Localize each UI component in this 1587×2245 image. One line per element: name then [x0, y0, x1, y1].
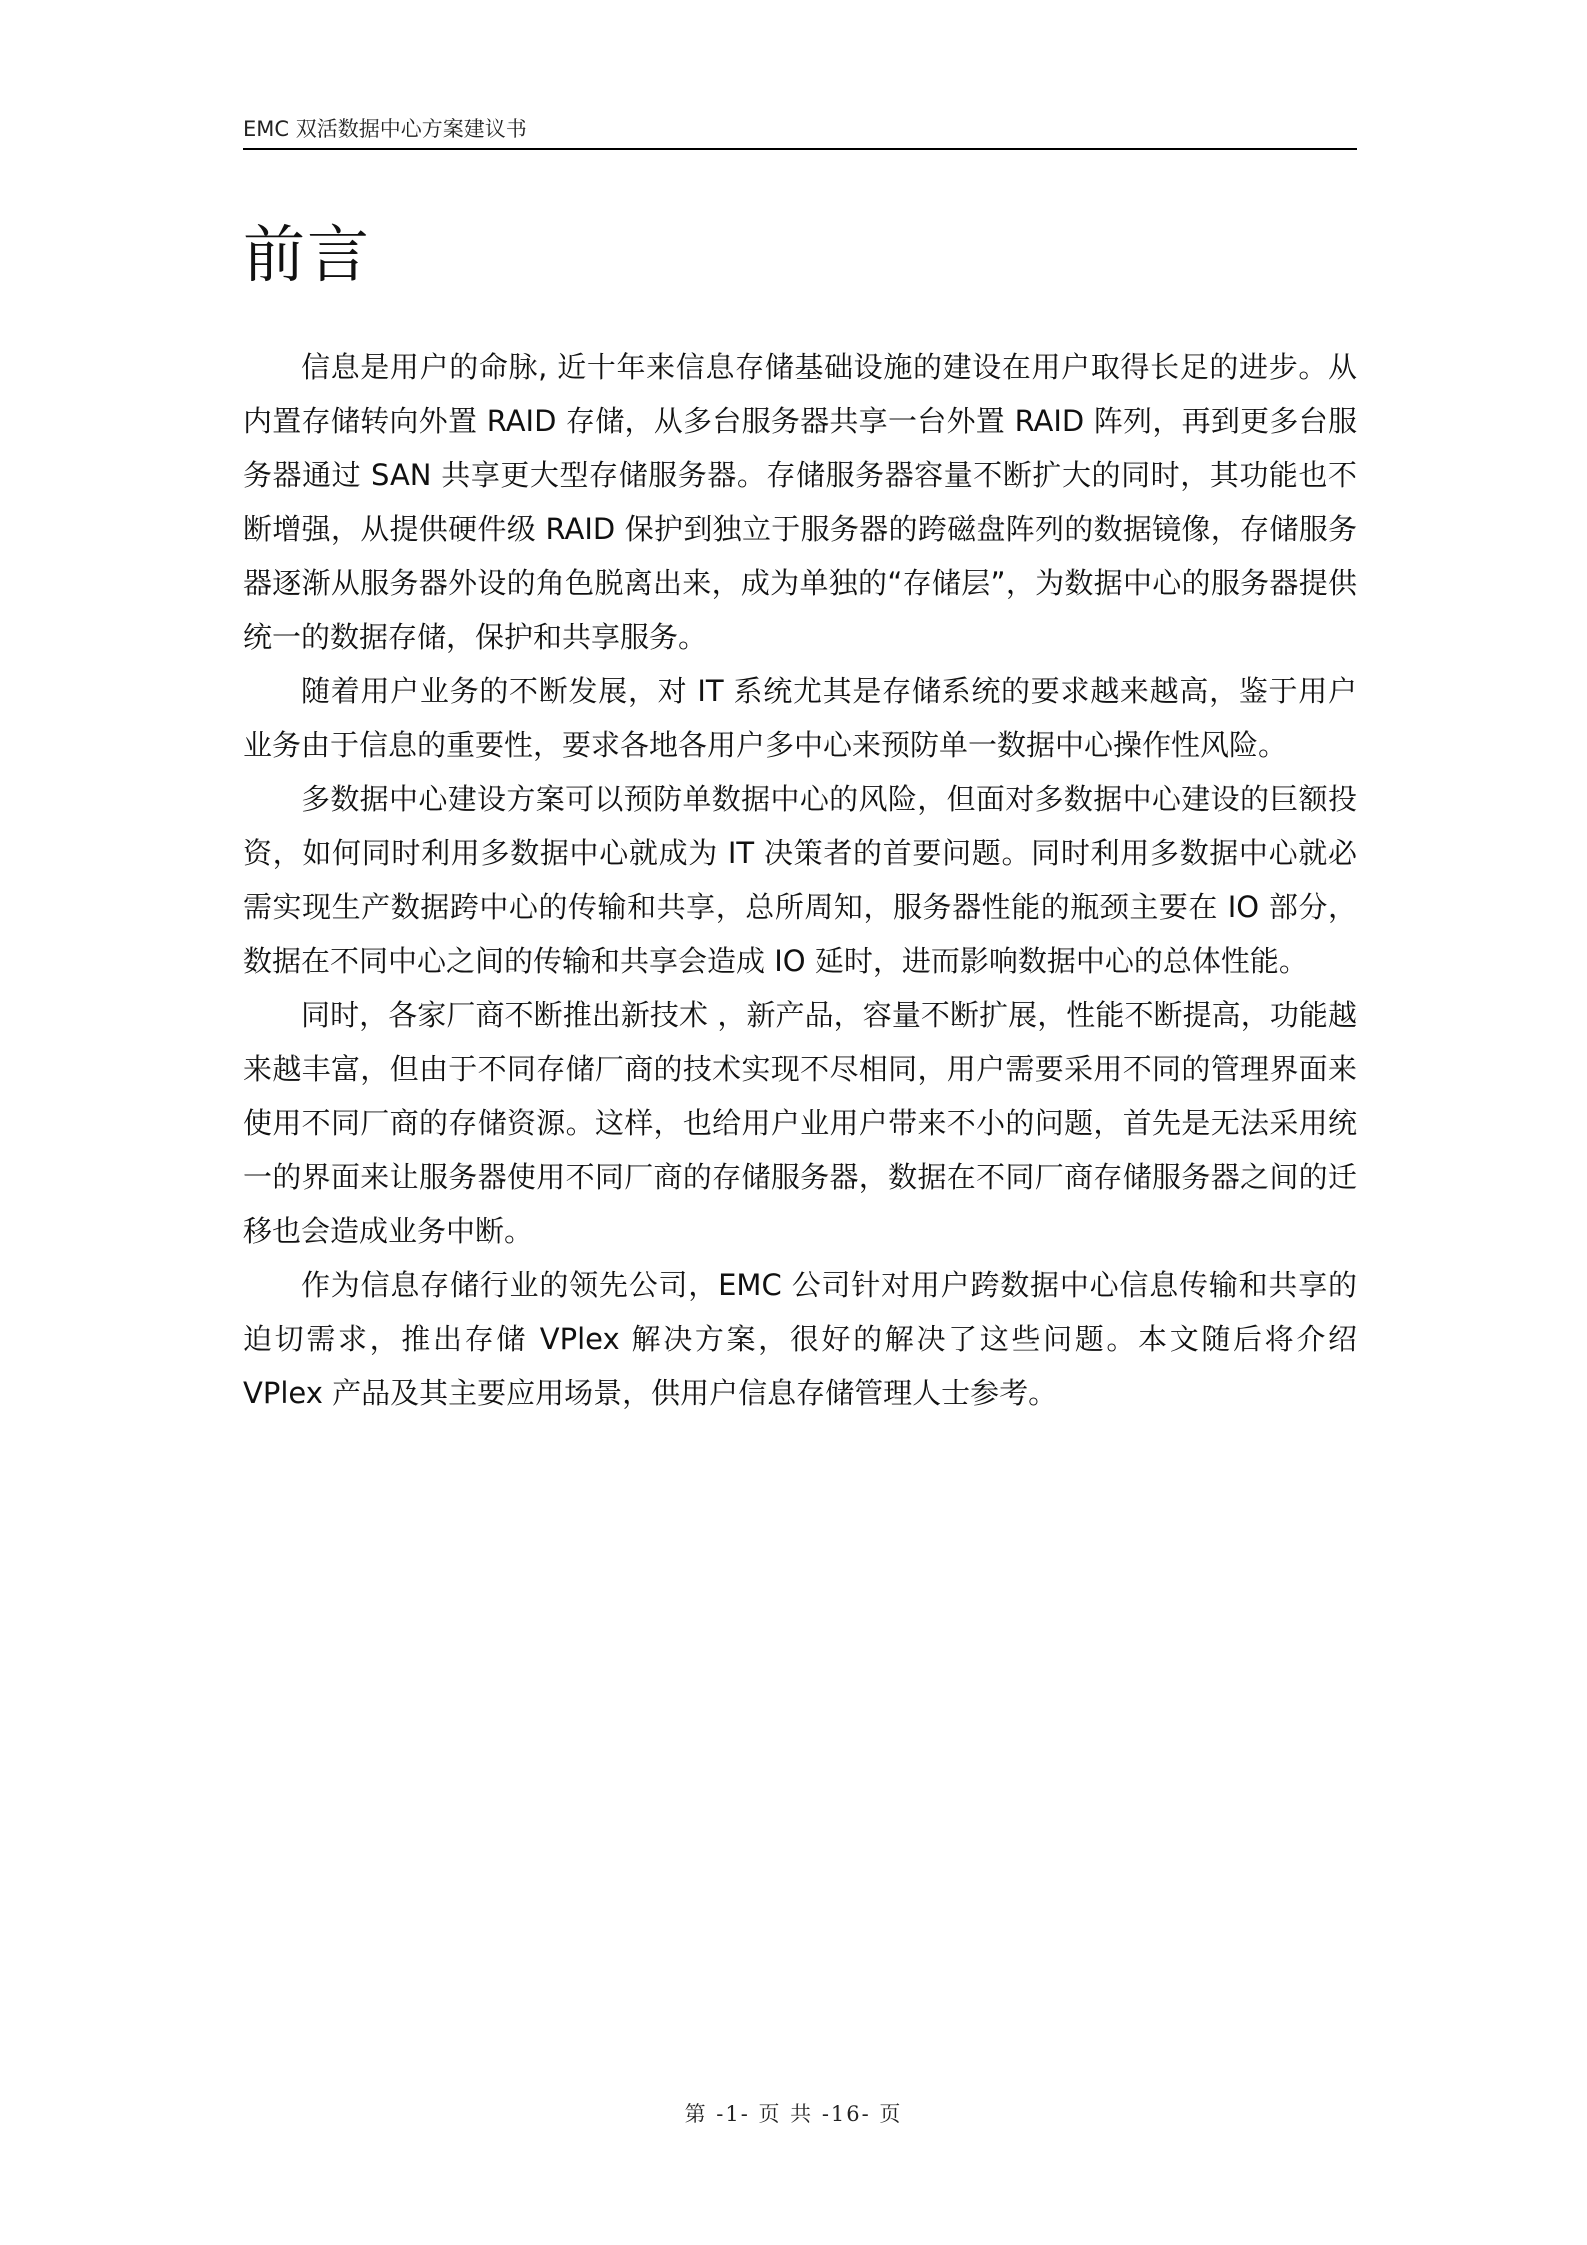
body-text [243, 340, 1357, 1420]
paragraph-5: 作为信息存储行业的领先公司，EMC 公司针对用户跨数据中心信息传输和共享的迫切需求，推出存储 VPlex 解决方案，很好的解决了这些问题。本文随后将介绍 VPlex 产品及其主要应用场景，供用户信息存储管理人士参考。 [243, 1268, 1357, 1410]
page-header [243, 112, 1357, 150]
page-number: 第 -1- 页 共 -16- 页 [684, 2102, 903, 2126]
header-title: EMC 双活数据中心方案建议书 [243, 117, 527, 141]
paragraph-1: 信息是用户的命脉, 近十年来信息存储基础设施的建设在用户取得长足的进步。从内置存储转向外置 RAID 存储，从多台服务器共享一台外置 RAID 阵列，再到更多台服务器通过 SAN 共享更大型存储服务器。存储服务器容量不断扩大的同时，其功能也不断增强，从提供硬件级 RAID 保护到独立于服务器的跨磁盘阵列的数据镜像，存储服务器逐渐从服务器外设的角色脱离出来，成为单独的“存储层”，为数据中心的服务器提供统一的数据存储，保护和共享服务。 [243, 350, 1357, 654]
paragraph-2: 随着用户业务的不断发展，对 IT 系统尤其是存储系统的要求越来越高，鉴于用户业务由于信息的重要性，要求各地各用户多中心来预防单一数据中心操作性风险。 [243, 674, 1357, 762]
page-footer [0, 2098, 1587, 2128]
paragraph-3: 多数据中心建设方案可以预防单数据中心的风险，但面对多数据中心建设的巨额投资，如何同时利用多数据中心就成为 IT 决策者的首要问题。同时利用多数据中心就必需实现生产数据跨中心的传输和共享，总所周知，服务器性能的瓶颈主要在 IO 部分，数据在不同中心之间的传输和共享会造成 IO 延时，进而影响数据中心的总体性能。 [243, 782, 1357, 978]
paragraph-4: 同时，各家厂商不断推出新技术 ，新产品，容量不断扩展，性能不断提高，功能越来越丰富，但由于不同存储厂商的技术实现不尽相同，用户需要采用不同的管理界面来使用不同厂商的存储资源。这样，也给用户业用户带来不小的问题，首先是无法采用统一的界面来让服务器使用不同厂商的存储服务器，数据在不同厂商存储服务器之间的迁移也会造成业务中断。 [243, 998, 1357, 1248]
section-title: 前言 [243, 218, 372, 291]
